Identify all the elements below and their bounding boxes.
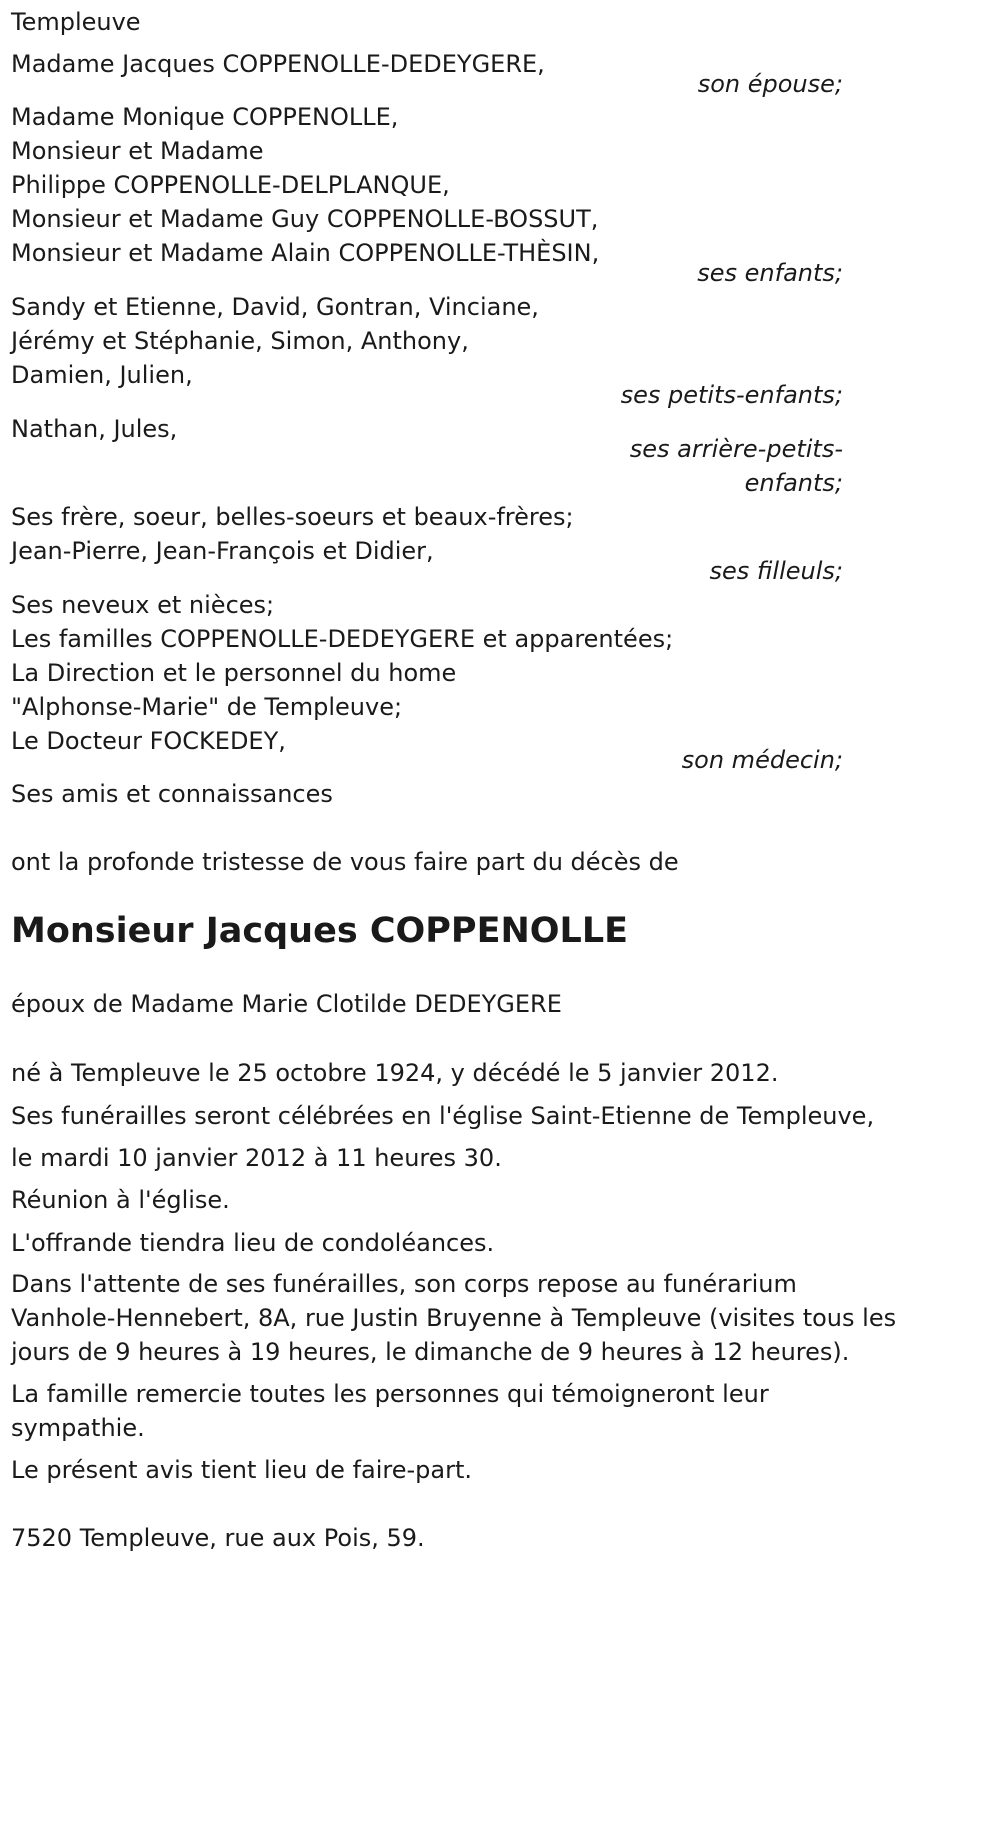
family-line: Ses amis et connaissances bbox=[11, 780, 333, 808]
notice-line: Le présent avis tient lieu de faire-part. bbox=[11, 1456, 473, 1484]
paragraph-line: sympathie. bbox=[11, 1414, 145, 1442]
paragraph-line: jours de 9 heures à 19 heures, le dimanche de 9 heures à 12 heures). bbox=[11, 1338, 850, 1366]
detail-line: Réunion à l'église. bbox=[11, 1186, 230, 1214]
paragraph-line: Dans l'attente de ses funérailles, son corps repose au funérarium bbox=[11, 1270, 797, 1298]
family-line: Damien, Julien, bbox=[11, 361, 193, 389]
family-line: Madame Monique COPPENOLLE, bbox=[11, 103, 399, 131]
family-group-children bbox=[11, 100, 846, 270]
family-line: Nathan, Jules, bbox=[11, 415, 178, 443]
relation-label: son épouse; bbox=[697, 70, 843, 98]
family-line: Sandy et Etienne, David, Gontran, Vinciane, bbox=[11, 293, 539, 321]
relation-label: son médecin; bbox=[681, 746, 843, 774]
paragraph-line: Vanhole-Hennebert, 8A, rue Justin Bruyenne à Templeuve (visites tous les bbox=[11, 1304, 897, 1332]
detail-line: L'offrande tiendra lieu de condoléances. bbox=[11, 1229, 495, 1257]
family-line: Monsieur et Madame bbox=[11, 137, 264, 165]
relation-label: ses enfants; bbox=[697, 259, 843, 287]
family-line: Madame Jacques COPPENOLLE-DEDEYGERE, bbox=[11, 50, 545, 78]
relation-label: ses arrière-petits- bbox=[629, 435, 843, 463]
family-line: Ses frère, soeur, belles-soeurs et beaux-frères; bbox=[11, 503, 574, 531]
funerarium-paragraph bbox=[11, 1267, 897, 1369]
family-group-friends bbox=[11, 777, 846, 811]
family-line: Ses neveux et nièces; bbox=[11, 591, 275, 619]
family-line: "Alphonse-Marie" de Templeuve; bbox=[11, 693, 403, 721]
family-group-grandchildren bbox=[11, 290, 846, 392]
family-line: La Direction et le personnel du home bbox=[11, 659, 457, 687]
relation-label: ses petits-enfants; bbox=[620, 381, 843, 409]
detail-line: Ses funérailles seront célébrées en l'église Saint-Etienne de Templeuve, bbox=[11, 1102, 875, 1130]
family-line: Monsieur et Madame Guy COPPENOLLE-BOSSUT, bbox=[11, 205, 599, 233]
family-line: Jean-Pierre, Jean-François et Didier, bbox=[11, 537, 434, 565]
address-line: 7520 Templeuve, rue aux Pois, 59. bbox=[11, 1524, 425, 1552]
detail-line: le mardi 10 janvier 2012 à 11 heures 30. bbox=[11, 1144, 502, 1172]
relation-label: ses filleuls; bbox=[709, 557, 843, 585]
detail-line: né à Templeuve le 25 octobre 1924, y décédé le 5 janvier 2012. bbox=[11, 1059, 779, 1087]
family-line: Le Docteur FOCKEDEY, bbox=[11, 727, 286, 755]
spouse-line: époux de Madame Marie Clotilde DEDEYGERE bbox=[11, 990, 562, 1018]
deceased-name: Monsieur Jacques COPPENOLLE bbox=[11, 911, 629, 951]
family-group-others bbox=[11, 588, 846, 758]
family-line: Jérémy et Stéphanie, Simon, Anthony, bbox=[11, 327, 469, 355]
thanks-paragraph bbox=[11, 1377, 846, 1445]
announcement: ont la profonde tristesse de vous faire part du décès de bbox=[11, 848, 679, 876]
family-line: Philippe COPPENOLLE-DELPLANQUE, bbox=[11, 171, 450, 199]
family-line: Les familles COPPENOLLE-DEDEYGERE et apparentées; bbox=[11, 625, 674, 653]
paragraph-line: La famille remercie toutes les personnes qui témoigneront leur bbox=[11, 1380, 769, 1408]
town: Templeuve bbox=[11, 8, 141, 36]
family-line: Monsieur et Madame Alain COPPENOLLE-THÈSIN, bbox=[11, 239, 600, 267]
relation-label: enfants; bbox=[744, 469, 843, 497]
